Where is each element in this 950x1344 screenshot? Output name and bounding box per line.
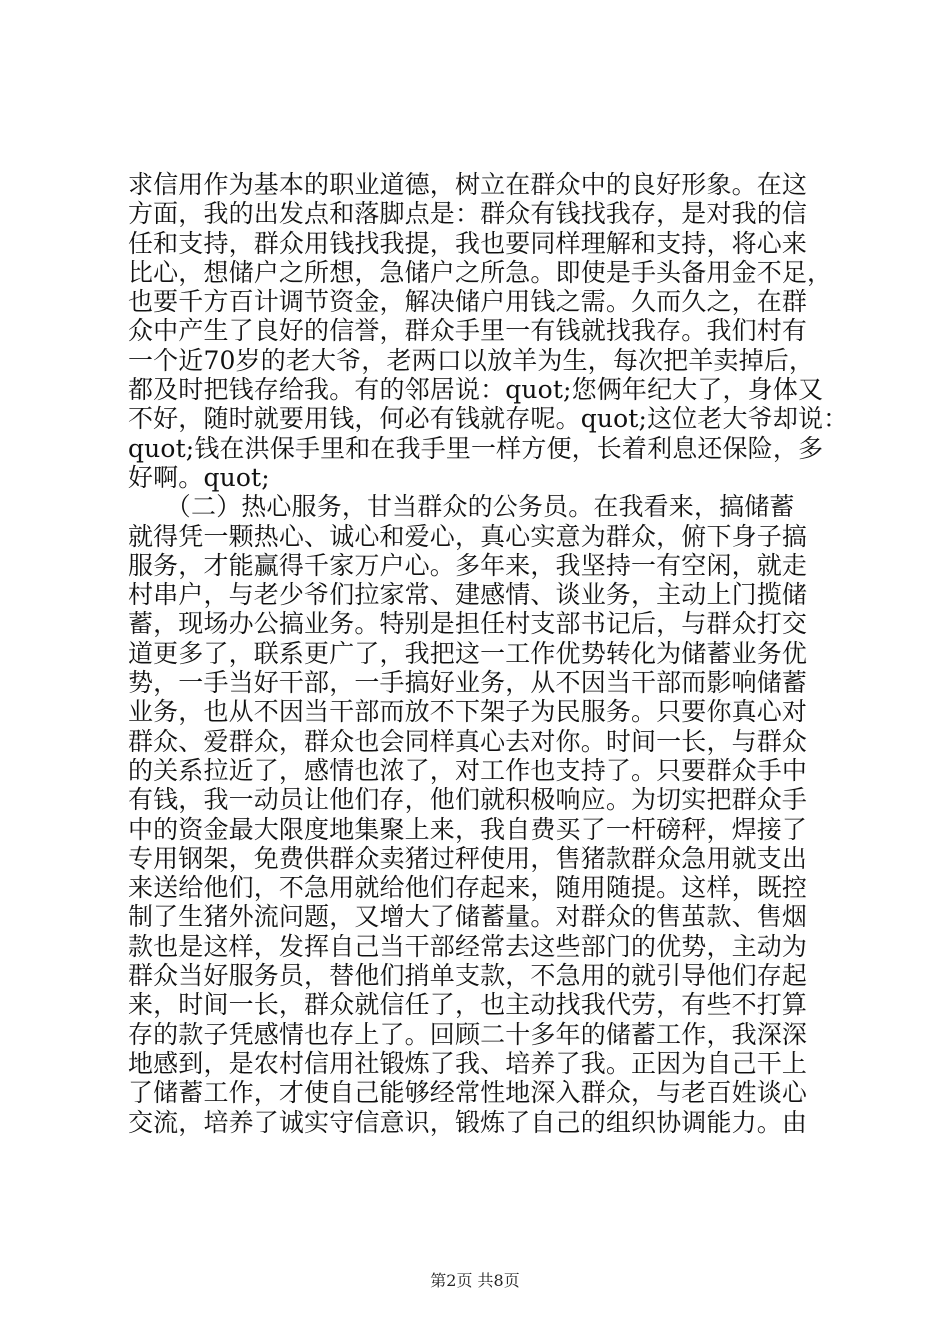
text-line: 势，一手当好干部，一手搞好业务，从不因当干部而影响储蓄 [128,668,808,698]
text-line: 来送给他们，不急用就给他们存起来，随用随提。这样，既控 [128,873,808,903]
text-line: 不好，随时就要用钱，何必有钱就存呢。quot;这位老大爷却说： [128,404,849,434]
text-line: 比心，想储户之所想，急储户之所急。即使是手头备用金不足， [128,257,833,287]
text-line: 村串户，与老少爷们拉家常、建感情、谈业务，主动上门揽储 [128,580,808,610]
text-line: 都及时把钱存给我。有的邻居说：quot;您俩年纪大了，身体又 [128,375,824,405]
text-line: 款也是这样，发挥自己当干部经常去这些部门的优势，主动为 [128,931,808,961]
text-line: 的关系拉近了，感情也浓了，对工作也支持了。只要群众手中 [128,755,808,785]
text-line: （二）热心服务，甘当群众的公务员。在我看来，搞储蓄 [128,492,795,522]
text-line: 交流，培养了诚实守信意识，锻炼了自己的组织协调能力。由 [128,1107,808,1137]
text-line: 好啊。quot; [128,462,270,492]
text-line: 地感到，是农村信用社锻炼了我、培养了我。正因为自己干上 [128,1048,808,1078]
text-line: 就得凭一颗热心、诚心和爱心，真心实意为群众，俯下身子搞 [128,521,808,551]
text-line: 有钱，我一动员让他们存，他们就积极响应。为切实把群众手 [128,785,808,815]
page-footer: 第2页 共8页 [430,1271,520,1290]
text-line: 专用钢架，免费供群众卖猪过秤使用，售猪款群众急用就支出 [128,843,808,873]
text-line: 群众当好服务员，替他们捎单支款，不急用的就引导他们存起 [128,961,808,991]
text-line: 来，时间一长，群众就信任了，也主动找我代劳，有些不打算 [128,990,808,1020]
text-line: 方面，我的出发点和落脚点是：群众有钱找我存，是对我的信 [128,199,808,229]
text-line: 众中产生了良好的信誉，群众手里一有钱就找我存。我们村有 [128,316,808,346]
text-line: 任和支持，群众用钱找我提，我也要同样理解和支持，将心来 [128,228,808,258]
text-line: 业务，也从不因当干部而放不下架子为民服务。只要你真心对 [128,697,808,727]
text-line: 求信用作为基本的职业道德，树立在群众中的良好形象。在这 [128,170,808,199]
body-text [128,170,849,1137]
text-line: 中的资金最大限度地集聚上来，我自费买了一杆磅秤，焊接了 [128,814,808,844]
text-line: 了储蓄工作，才使自己能够经常性地深入群众，与老百姓谈心 [128,1078,808,1108]
text-line: 一个近70岁的老大爷，老两口以放羊为生，每次把羊卖掉后， [128,345,815,375]
text-line: 道更多了，联系更广了，我把这一工作优势转化为储蓄业务优 [128,638,808,668]
text-line: 蓄，现场办公搞业务。特别是担任村支部书记后，与群众打交 [128,609,808,639]
text-line: 制了生猪外流问题，又增大了储蓄量。对群众的售茧款、售烟 [128,902,808,932]
text-line: 群众、爱群众，群众也会同样真心去对你。时间一长，与群众 [128,726,808,756]
text-line: 也要千方百计调节资金，解决储户用钱之需。久而久之，在群 [128,287,808,317]
text-line: 存的款子凭感情也存上了。回顾二十多年的储蓄工作，我深深 [128,1019,808,1049]
text-line: quot;钱在洪保手里和在我手里一样方便，长着利息还保险，多 [128,433,824,463]
text-line: 服务，才能赢得千家万户心。多年来，我坚持一有空闲，就走 [128,550,808,580]
